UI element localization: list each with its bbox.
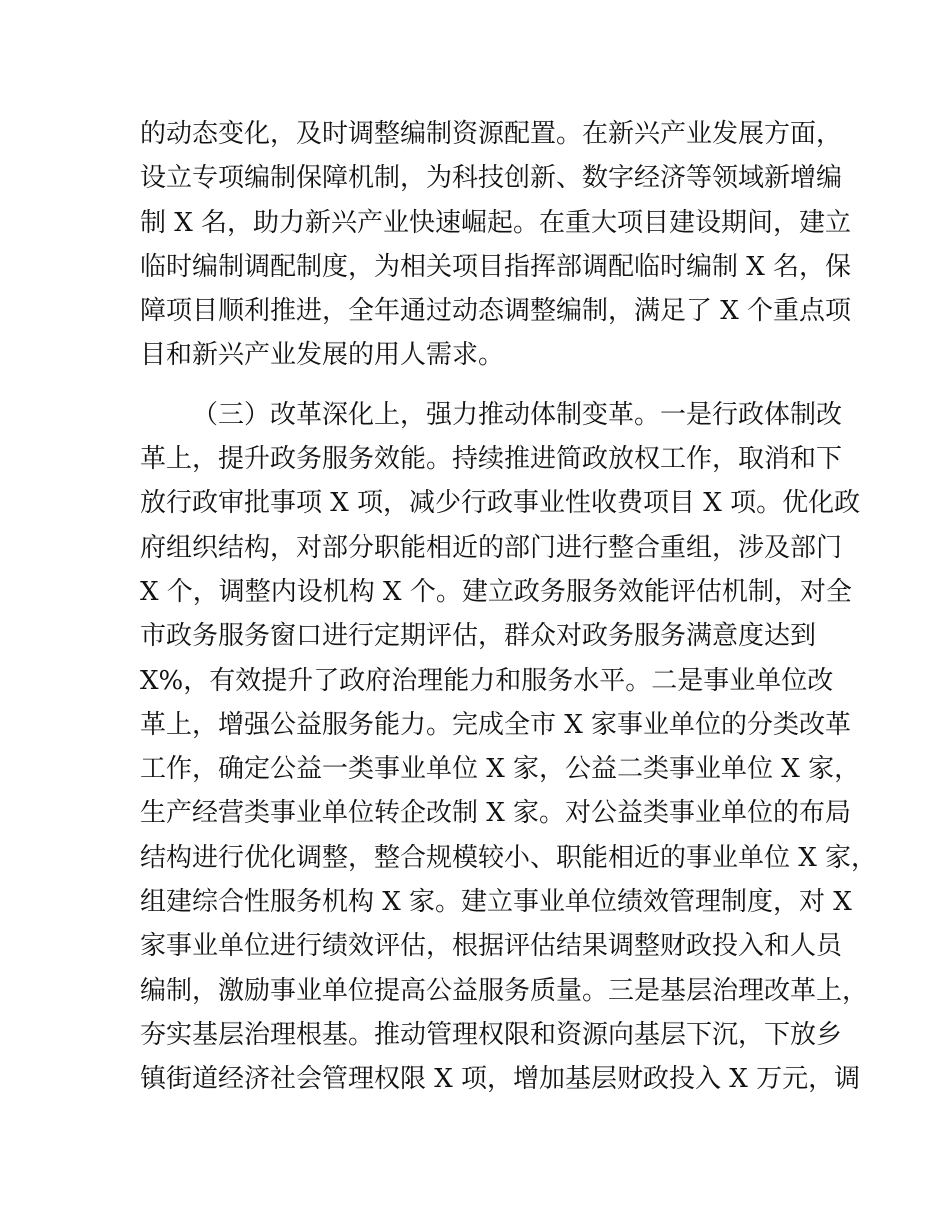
text-line: 编制，激励事业单位提高公益服务质量。三是基层治理改革上， <box>140 975 869 1006</box>
text-line: 放行政审批事项 X 项，减少行政事业性收费项目 X 项。优化政 <box>140 488 861 519</box>
text-line: 镇街道经济社会管理权限 X 项，增加基层财政投入 X 万元，调 <box>140 1064 861 1095</box>
text-line: 临时编制调配制度，为相关项目指挥部调配临时编制 X 名，保 <box>140 251 852 282</box>
paragraph-reform-deepening <box>140 393 878 1102</box>
text-line: 生产经营类事业单位转企改制 X 家。对公益类事业单位的布局 <box>140 798 852 829</box>
text-line: 结构进行优化调整，整合规模较小、职能相近的事业单位 X 家， <box>140 842 878 873</box>
paragraph-continuation <box>140 112 852 378</box>
text-line: 设立专项编制保障机制，为科技创新、数字经济等领域新增编 <box>140 163 843 194</box>
text-line: 制 X 名，助力新兴产业快速崛起。在重大项目建设期间，建立 <box>140 207 852 238</box>
text-line: 夯实基层治理根基。推动管理权限和资源向基层下沉，下放乡 <box>140 1019 843 1050</box>
text-line: 工作，确定公益一类事业单位 X 家，公益二类事业单位 X 家， <box>140 754 861 785</box>
text-line: 家事业单位进行绩效评估，根据评估结果调整财政投入和人员 <box>140 931 843 962</box>
text-line: 府组织结构，对部分职能相近的部门进行整合重组，涉及部门 <box>140 532 843 563</box>
text-line: 障项目顺利推进，全年通过动态调整编制，满足了 X 个重点项 <box>140 296 852 327</box>
text-line: 的动态变化，及时调整编制资源配置。在新兴产业发展方面， <box>140 119 843 149</box>
text-line: 革上，提升政务服务效能。持续推进简政放权工作，取消和下 <box>140 444 843 475</box>
body-text <box>140 112 878 1102</box>
text-line: 革上，增强公益服务能力。完成全市 X 家事业单位的分类改革 <box>140 709 852 740</box>
text-line: X 个，调整内设机构 X 个。建立政务服务效能评估机制，对全 <box>140 576 852 607</box>
text-line: 市政务服务窗口进行定期评估，群众对政务服务满意度达到 <box>140 621 817 652</box>
text-line: 组建综合性服务机构 X 家。建立事业单位绩效管理制度，对 X <box>140 887 852 918</box>
text-line: X%，有效提升了政府治理能力和服务水平。二是事业单位改 <box>140 665 834 696</box>
text-line: （三）改革深化上，强力推动体制变革。一是行政体制改 <box>192 399 843 430</box>
text-line: 目和新兴产业发展的用人需求。 <box>140 340 505 371</box>
